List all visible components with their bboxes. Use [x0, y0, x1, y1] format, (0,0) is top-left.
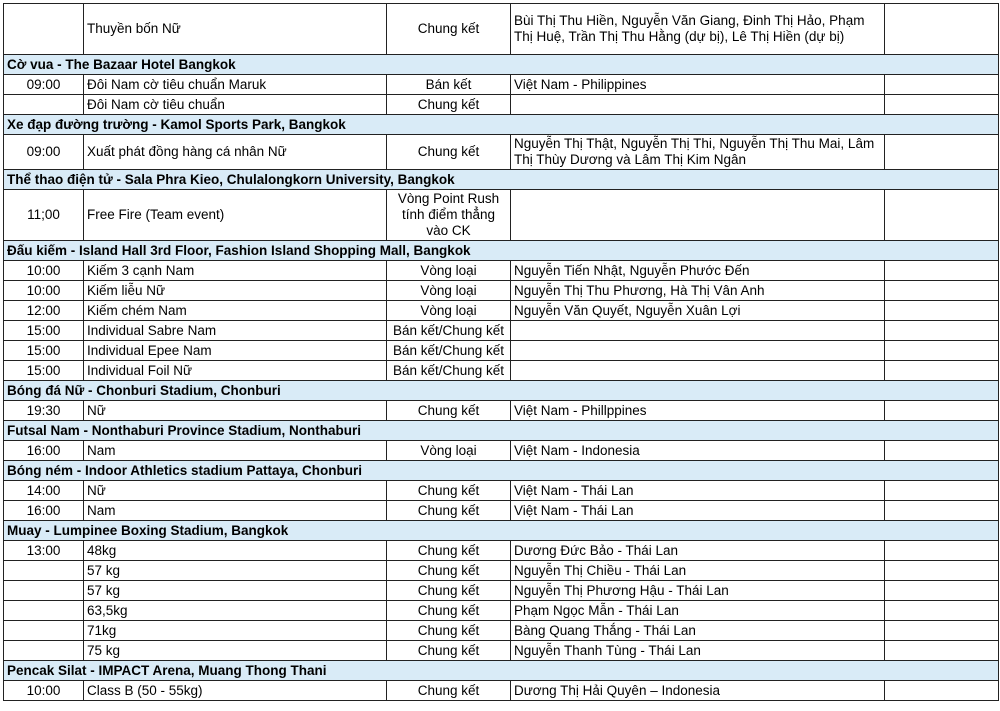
athletes-cell: Việt Nam - Thái Lan — [511, 481, 885, 501]
time-cell — [4, 4, 84, 55]
athletes-cell: Nguyễn Thị Thu Phương, Hà Thị Vân Anh — [511, 281, 885, 301]
blank-cell — [885, 341, 999, 361]
blank-cell — [885, 75, 999, 95]
section-title: Futsal Nam - Nonthaburi Province Stadium, Nonthaburi — [4, 421, 999, 441]
section-title: Muay - Lumpinee Boxing Stadium, Bangkok — [4, 521, 999, 541]
schedule-row — [4, 581, 999, 601]
athletes-cell: Phạm Ngọc Mẫn - Thái Lan — [511, 601, 885, 621]
round-cell: Vòng loại — [387, 281, 511, 301]
section-header-row — [4, 521, 999, 541]
section-title: Xe đạp đường trường - Kamol Sports Park, Bangkok — [4, 115, 999, 135]
schedule-row — [4, 190, 999, 241]
athletes-cell: Việt Nam - Indonesia — [511, 441, 885, 461]
time-cell: 19:30 — [4, 401, 84, 421]
round-cell: Chung kết — [387, 621, 511, 641]
section-header-row — [4, 421, 999, 441]
round-cell: Chung kết — [387, 601, 511, 621]
section-title: Bóng đá Nữ - Chonburi Stadium, Chonburi — [4, 381, 999, 401]
event-cell: Nữ — [84, 481, 387, 501]
round-cell: Chung kết — [387, 541, 511, 561]
event-cell: Thuyền bốn Nữ — [84, 4, 387, 55]
event-cell: Kiếm chém Nam — [84, 301, 387, 321]
athletes-cell: Bùi Thị Thu Hiền, Nguyễn Văn Giang, Đinh Thị Hảo, Phạm Thị Huệ, Trần Thị Thu Hằng (dự bị), Lê Thị Hiền (dự bị) — [511, 4, 885, 55]
athletes-cell: Bàng Quang Thắng - Thái Lan — [511, 621, 885, 641]
blank-cell — [885, 4, 999, 55]
section-title: Pencak Silat - IMPACT Arena, Muang Thong Thani — [4, 661, 999, 681]
blank-cell — [885, 681, 999, 701]
round-cell: Chung kết — [387, 581, 511, 601]
time-cell: 15:00 — [4, 321, 84, 341]
event-cell: Đôi Nam cờ tiêu chuẩn — [84, 95, 387, 115]
time-cell: 13:00 — [4, 541, 84, 561]
time-cell — [4, 601, 84, 621]
round-cell: Chung kết — [387, 501, 511, 521]
blank-cell — [885, 641, 999, 661]
round-cell: Chung kết — [387, 4, 511, 55]
round-cell: Vòng loại — [387, 441, 511, 461]
schedule-row — [4, 441, 999, 461]
schedule-row — [4, 4, 999, 55]
event-cell: Xuất phát đồng hàng cá nhân Nữ — [84, 135, 387, 170]
round-cell: Bán kết/Chung kết — [387, 321, 511, 341]
time-cell: 11;00 — [4, 190, 84, 241]
schedule-row — [4, 361, 999, 381]
blank-cell — [885, 601, 999, 621]
athletes-cell — [511, 321, 885, 341]
time-cell: 10:00 — [4, 681, 84, 701]
round-cell: Chung kết — [387, 561, 511, 581]
schedule-row — [4, 281, 999, 301]
blank-cell — [885, 401, 999, 421]
schedule-row — [4, 135, 999, 170]
schedule-row — [4, 321, 999, 341]
blank-cell — [885, 501, 999, 521]
blank-cell — [885, 135, 999, 170]
schedule-row — [4, 681, 999, 701]
time-cell: 10:00 — [4, 261, 84, 281]
blank-cell — [885, 441, 999, 461]
athletes-cell — [511, 361, 885, 381]
schedule-row — [4, 541, 999, 561]
blank-cell — [885, 281, 999, 301]
schedule-row — [4, 641, 999, 661]
event-cell: Nữ — [84, 401, 387, 421]
athletes-cell: Nguyễn Thị Phương Hậu - Thái Lan — [511, 581, 885, 601]
schedule-row — [4, 501, 999, 521]
event-cell: 63,5kg — [84, 601, 387, 621]
event-cell: 57 kg — [84, 581, 387, 601]
time-cell: 09:00 — [4, 135, 84, 170]
schedule-row — [4, 621, 999, 641]
athletes-cell — [511, 95, 885, 115]
event-cell: Free Fire (Team event) — [84, 190, 387, 241]
blank-cell — [885, 361, 999, 381]
event-cell: Individual Sabre Nam — [84, 321, 387, 341]
schedule-row — [4, 561, 999, 581]
section-title: Thể thao điện tử - Sala Phra Kieo, Chulalongkorn University, Bangkok — [4, 170, 999, 190]
time-cell: 15:00 — [4, 361, 84, 381]
blank-cell — [885, 301, 999, 321]
section-header-row — [4, 381, 999, 401]
section-title: Cờ vua - The Bazaar Hotel Bangkok — [4, 55, 999, 75]
athletes-cell: Nguyễn Tiến Nhật, Nguyễn Phước Đến — [511, 261, 885, 281]
athletes-cell: Việt Nam - Thái Lan — [511, 501, 885, 521]
schedule-body — [4, 4, 999, 701]
athletes-cell: Nguyễn Văn Quyết, Nguyễn Xuân Lợi — [511, 301, 885, 321]
time-cell — [4, 95, 84, 115]
round-cell: Chung kết — [387, 481, 511, 501]
time-cell: 09:00 — [4, 75, 84, 95]
round-cell: Vòng Point Rush tính điểm thẳng vào CK — [387, 190, 511, 241]
schedule-row — [4, 401, 999, 421]
section-header-row — [4, 661, 999, 681]
athletes-cell: Dương Thị Hải Quyên – Indonesia — [511, 681, 885, 701]
schedule-row — [4, 341, 999, 361]
round-cell: Chung kết — [387, 641, 511, 661]
schedule-row — [4, 95, 999, 115]
time-cell: 12:00 — [4, 301, 84, 321]
section-header-row — [4, 55, 999, 75]
round-cell: Chung kết — [387, 401, 511, 421]
athletes-cell: Nguyễn Thanh Tùng - Thái Lan — [511, 641, 885, 661]
athletes-cell: Nguyễn Thị Thật, Nguyễn Thị Thi, Nguyễn Thị Thu Mai, Lâm Thị Thùy Dương và Lâm Thị Kim Ngân — [511, 135, 885, 170]
section-header-row — [4, 461, 999, 481]
schedule-row — [4, 301, 999, 321]
athletes-cell — [511, 190, 885, 241]
schedule-row — [4, 481, 999, 501]
time-cell — [4, 641, 84, 661]
blank-cell — [885, 95, 999, 115]
event-cell: Kiếm liễu Nữ — [84, 281, 387, 301]
blank-cell — [885, 481, 999, 501]
blank-cell — [885, 261, 999, 281]
time-cell: 15:00 — [4, 341, 84, 361]
round-cell: Vòng loại — [387, 301, 511, 321]
time-cell — [4, 621, 84, 641]
round-cell: Bán kết/Chung kết — [387, 361, 511, 381]
athletes-cell: Nguyễn Thị Chiều - Thái Lan — [511, 561, 885, 581]
round-cell: Bán kết/Chung kết — [387, 341, 511, 361]
event-cell: Nam — [84, 501, 387, 521]
time-cell — [4, 561, 84, 581]
blank-cell — [885, 581, 999, 601]
event-cell: 57 kg — [84, 561, 387, 581]
blank-cell — [885, 561, 999, 581]
event-cell: 48kg — [84, 541, 387, 561]
round-cell: Chung kết — [387, 681, 511, 701]
athletes-cell: Việt Nam - Phillppines — [511, 401, 885, 421]
time-cell: 16:00 — [4, 441, 84, 461]
round-cell: Bán kết — [387, 75, 511, 95]
blank-cell — [885, 190, 999, 241]
round-cell: Vòng loại — [387, 261, 511, 281]
section-title: Bóng ném - Indoor Athletics stadium Pattaya, Chonburi — [4, 461, 999, 481]
event-cell: Đôi Nam cờ tiêu chuẩn Maruk — [84, 75, 387, 95]
schedule-table — [3, 3, 999, 701]
event-cell: Class B (50 - 55kg) — [84, 681, 387, 701]
time-cell: 14:00 — [4, 481, 84, 501]
time-cell — [4, 581, 84, 601]
athletes-cell: Việt Nam - Philippines — [511, 75, 885, 95]
schedule-row — [4, 261, 999, 281]
section-header-row — [4, 241, 999, 261]
blank-cell — [885, 321, 999, 341]
section-header-row — [4, 170, 999, 190]
blank-cell — [885, 621, 999, 641]
event-cell: Individual Foil Nữ — [84, 361, 387, 381]
blank-cell — [885, 541, 999, 561]
schedule-row — [4, 75, 999, 95]
round-cell: Chung kết — [387, 135, 511, 170]
athletes-cell: Dương Đức Bảo - Thái Lan — [511, 541, 885, 561]
event-cell: Nam — [84, 441, 387, 461]
event-cell: Kiếm 3 cạnh Nam — [84, 261, 387, 281]
section-header-row — [4, 115, 999, 135]
athletes-cell — [511, 341, 885, 361]
time-cell: 16:00 — [4, 501, 84, 521]
section-title: Đấu kiếm - Island Hall 3rd Floor, Fashion Island Shopping Mall, Bangkok — [4, 241, 999, 261]
event-cell: Individual Epee Nam — [84, 341, 387, 361]
event-cell: 75 kg — [84, 641, 387, 661]
schedule-row — [4, 601, 999, 621]
round-cell: Chung kết — [387, 95, 511, 115]
time-cell: 10:00 — [4, 281, 84, 301]
event-cell: 71kg — [84, 621, 387, 641]
